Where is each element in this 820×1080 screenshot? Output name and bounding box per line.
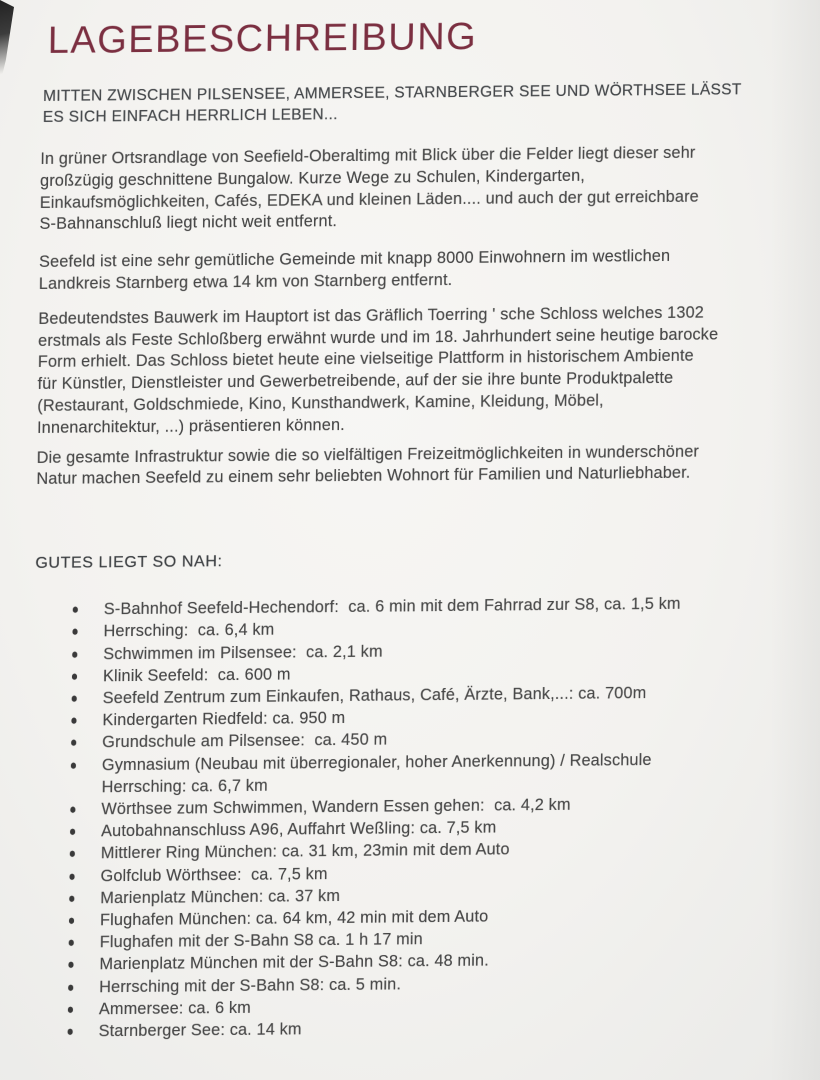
list-item: Grundschule am Pilsensee: ca. 450 m: [71, 725, 777, 754]
bullet-icon: [69, 918, 74, 924]
bullet-icon: [72, 651, 77, 657]
bullet-icon: [72, 696, 77, 702]
bullet-icon: [73, 607, 78, 613]
bullet-icon: [70, 851, 75, 857]
list-item: Herrsching mit der S-Bahn S8: ca. 5 min.: [68, 970, 774, 999]
list-item: Wörthsee zum Schwimmen, Wandern Essen gehen: ca. 4,2 km: [70, 792, 776, 821]
list-item: Kindergarten Riedfeld: ca. 950 m: [71, 703, 777, 732]
list-item: Gymnasium (Neubau mit überregionaler, hoher Anerkennung) / Realschule Herrsching: ca. 6,7 km: [71, 748, 778, 799]
bullet-icon: [71, 740, 76, 746]
list-item: Marienplatz München: ca. 37 km: [69, 881, 775, 910]
bullet-icon: [71, 762, 76, 768]
paragraph-infrastructure: Die gesamte Infrastruktur sowie die so vielfältigen Freizeitmöglichkeiten in wunderschöner Natur machen Seefeld zu einem sehr beliebten Wohnort für Familien und Naturliebhaber.: [36, 442, 700, 489]
list-heading: GUTES LIEGT SO NAH:: [35, 553, 223, 573]
bullet-icon: [70, 829, 75, 835]
page-title: LAGEBESCHREIBUNG: [47, 15, 478, 62]
paragraph-location: In grüner Ortsrandlage von Seefield-Oberaltimg mit Blick über die Felder liegt dieser sehr großzügig geschnittene Bungalow. Kurze Wege zu Schulen, Kindergarten, Einkaufsmöglichkeiten, Cafés, EDEKA und kleinen Läden.... und auch der gut erreichbare S-Bahnanschluß liegt nicht weit entfernt.: [39, 143, 699, 234]
list-item: Herrsching: ca. 6,4 km: [72, 614, 778, 643]
list-item: Autobahnanschluss A96, Auffahrt Weßling: ca. 7,5 km: [70, 814, 776, 843]
bullet-icon: [68, 984, 73, 990]
paragraph-castle: Bedeutendstes Bauwerk im Hauptort ist das Gräflich Toerring ' sche Schloss welches 1302 erstmals als Feste Schloßberg erwähnt wurde und im 18. Jahrhundert seine heutige barocke Form erhielt. Das Schloss bietet heute eine vielseitige Plattform in historischem Ambiente für Künstler, Dienstleister und Gewerbetreibende, auf der sie ihre bunte Produktpalette (Restaurant, Goldschmiede, Kino, Kunsthandwerk, Kamine, Kleidung, Möbel, Innenarchitektur, ...) präsentieren können.: [36, 303, 719, 437]
list-item: Seefeld Zentrum zum Einkaufen, Rathaus, Café, Ärzte, Bank,...: ca. 700m: [72, 681, 778, 710]
paragraph-community: Seefeld ist eine sehr gemütliche Gemeinde mit knapp 8000 Einwohnern im westlichen Landkreis Starnberg etwa 14 km von Starnberg entfernt.: [38, 247, 671, 294]
scan-shadow-artifact: [0, 0, 14, 88]
list-item: Klinik Seefeld: ca. 600 m: [72, 659, 778, 688]
list-item: Flughafen mit der S-Bahn S8 ca. 1 h 17 min: [69, 925, 775, 954]
list-item: Golfclub Wörthsee: ca. 7,5 km: [69, 859, 775, 888]
bullet-icon: [69, 940, 74, 946]
bullet-icon: [73, 629, 78, 635]
list-item: Starnberger See: ca. 14 km: [68, 1014, 774, 1043]
list-item: S-Bahnhof Seefeld-Hechendorf: ca. 6 min mit dem Fahrrad zur S8, ca. 1,5 km: [73, 592, 779, 621]
document-content: [30, 15, 786, 1044]
list-item: Marienplatz München mit der S-Bahn S8: ca. 48 min.: [68, 947, 774, 976]
bullet-icon: [68, 1029, 73, 1035]
subtitle: MITTEN ZWISCHEN PILSENSEE, AMMERSEE, STARNBERGER SEE UND WÖRTHSEE LÄSST ES SICH EINFACH HERRLICH LEBEN...: [42, 81, 742, 126]
bullet-icon: [70, 873, 75, 879]
bullet-icon: [68, 962, 73, 968]
bullet-icon: [71, 718, 76, 724]
bullet-icon: [69, 896, 74, 902]
list-item: Mittlerer Ring München: ca. 31 km, 23min mit dem Auto: [70, 836, 776, 865]
list-item: Flughafen München: ca. 64 km, 42 min mit dem Auto: [69, 903, 775, 932]
list-item: Schwimmen im Pilsensee: ca. 2,1 km: [72, 637, 778, 666]
distance-list: [30, 592, 779, 1043]
bullet-icon: [68, 1007, 73, 1013]
bullet-icon: [70, 807, 75, 813]
list-item: Ammersee: ca. 6 km: [68, 992, 774, 1021]
bullet-icon: [72, 673, 77, 679]
